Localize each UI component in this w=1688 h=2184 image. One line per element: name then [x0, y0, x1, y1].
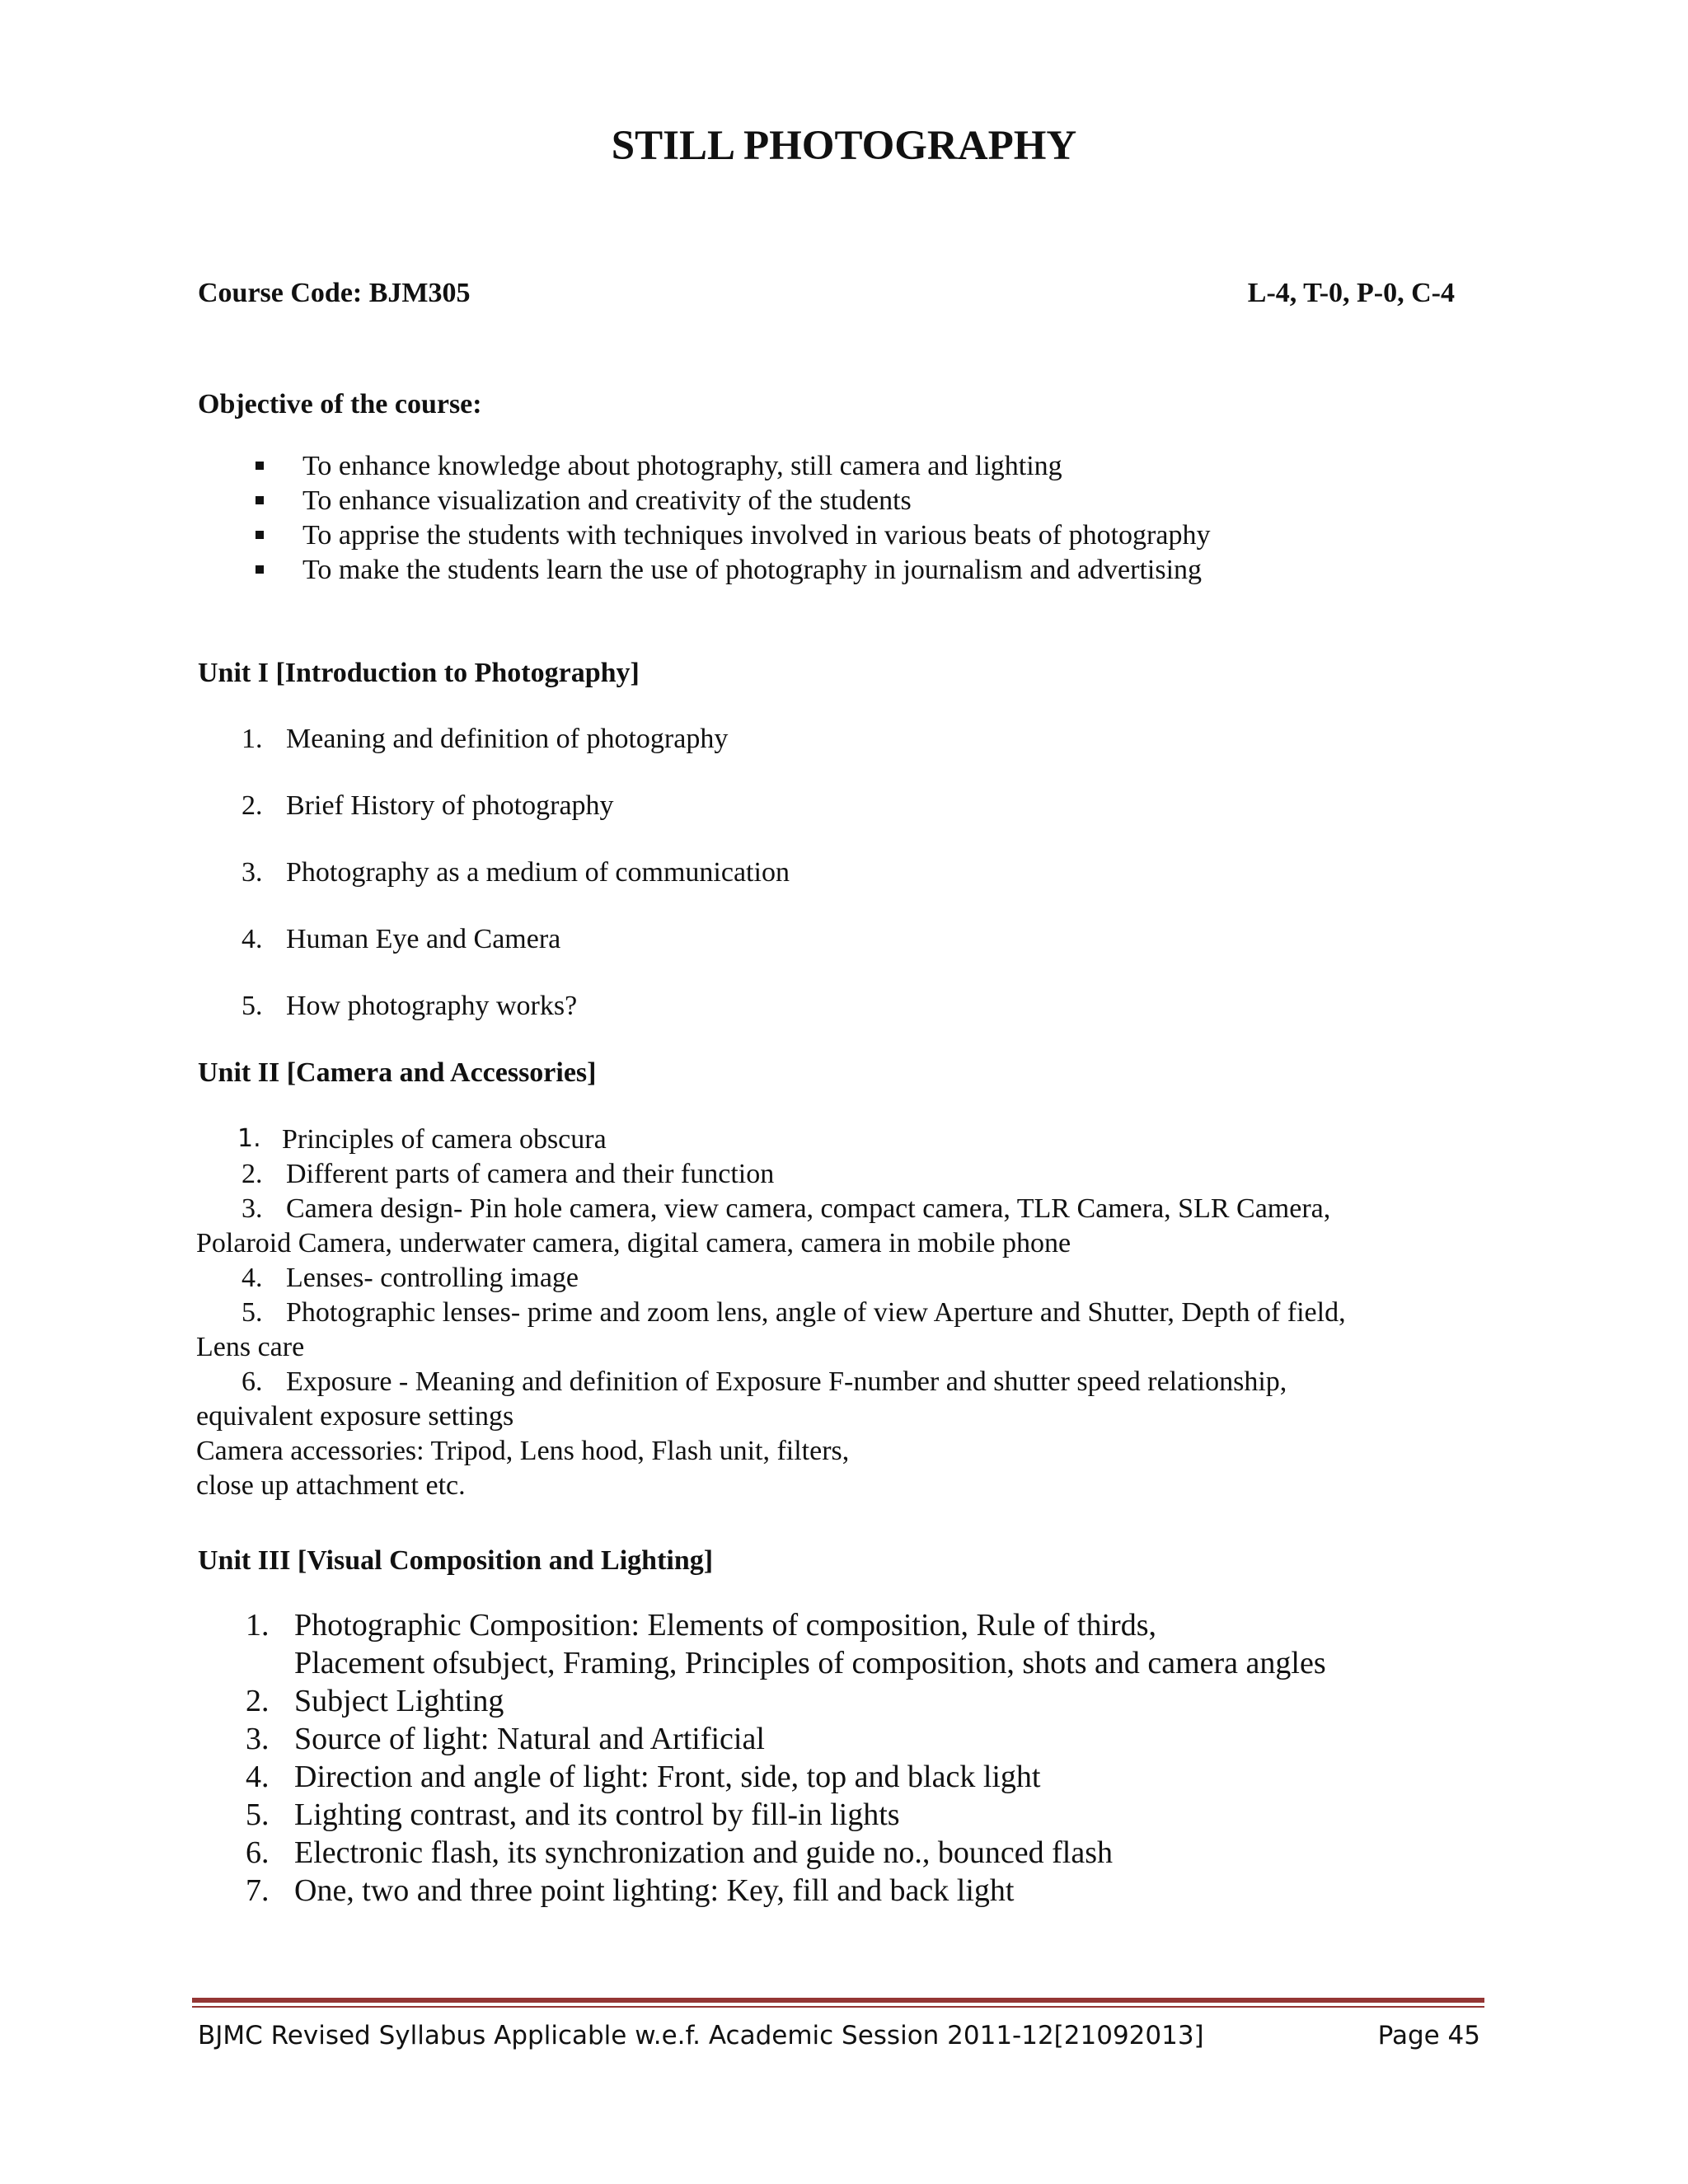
unit3-item-number: 5.: [246, 1797, 270, 1832]
objective-item: To make the students learn the use of photography in journalism and advertising: [302, 555, 1203, 585]
unit2-item-number: 5.: [241, 1297, 263, 1328]
unit2-item-continuation: equivalent exposure settings: [196, 1401, 514, 1432]
unit1-item: Meaning and definition of photography: [286, 724, 729, 754]
objective-heading: Objective of the course:: [198, 389, 482, 419]
footer-text: BJMC Revised Syllabus Applicable w.e.f. Academic Session 2011-12[21092013]: [198, 2021, 1204, 2050]
bullet-icon: [256, 496, 264, 504]
unit1-item-number: 2.: [241, 790, 263, 821]
course-code: Course Code: BJM305: [198, 278, 471, 308]
unit2-item: Photographic lenses- prime and zoom lens, angle of view Aperture and Shutter, Depth of field,: [286, 1297, 1346, 1328]
unit1-item-number: 3.: [241, 857, 263, 888]
objective-item: To apprise the students with techniques involved in various beats of photography: [302, 520, 1211, 551]
unit1-item-number: 1.: [241, 724, 263, 754]
unit1-heading: Unit I [Introduction to Photography]: [198, 658, 640, 688]
unit1-item-number: 4.: [241, 924, 263, 954]
bullet-icon: [256, 531, 264, 539]
unit2-item-number: 4.: [241, 1263, 263, 1293]
unit3-item-number: 1.: [246, 1608, 270, 1643]
footer-rule-thin: [192, 2006, 1484, 2008]
unit3-item: Subject Lighting: [294, 1684, 504, 1718]
unit3-item: Source of light: Natural and Artificial: [294, 1722, 765, 1756]
unit3-item-continuation: Placement ofsubject, Framing, Principles of composition, shots and camera angles: [294, 1646, 1326, 1680]
unit3-heading: Unit III [Visual Composition and Lighting]: [198, 1545, 714, 1576]
unit3-item-number: 6.: [246, 1835, 270, 1870]
unit2-item-number: 1.: [237, 1124, 261, 1153]
unit1-item: How photography works?: [286, 991, 578, 1021]
bullet-icon: [256, 565, 264, 574]
camera-accessories-line: close up attachment etc.: [196, 1470, 466, 1501]
unit1-item: Brief History of photography: [286, 790, 614, 821]
unit3-item: Lighting contrast, and its control by fill-in lights: [294, 1797, 900, 1832]
unit2-item: Different parts of camera and their function: [286, 1159, 775, 1189]
unit3-item-number: 4.: [246, 1760, 270, 1794]
unit3-item-number: 3.: [246, 1722, 270, 1756]
unit1-item: Photography as a medium of communication: [286, 857, 790, 888]
unit2-heading: Unit II [Camera and Accessories]: [198, 1057, 597, 1088]
unit3-item-number: 2.: [246, 1684, 270, 1718]
camera-accessories-line: Camera accessories: Tripod, Lens hood, Flash unit, filters,: [196, 1436, 850, 1466]
footer-rule: [192, 1998, 1484, 2003]
unit2-item-continuation: Lens care: [196, 1332, 305, 1362]
course-credits: L-4, T-0, P-0, C-4: [1247, 278, 1455, 308]
unit2-item-continuation: Polaroid Camera, underwater camera, digital camera, camera in mobile phone: [196, 1228, 1071, 1258]
unit2-item: Lenses- controlling image: [286, 1263, 579, 1293]
unit1-item: Human Eye and Camera: [286, 924, 561, 954]
objective-item: To enhance visualization and creativity of the students: [302, 485, 912, 516]
unit3-item-number: 7.: [246, 1873, 270, 1908]
bullet-icon: [256, 462, 264, 470]
unit3-item: Direction and angle of light: Front, side, top and black light: [294, 1760, 1041, 1794]
page-number: Page 45: [1377, 2021, 1480, 2050]
unit2-item: Exposure - Meaning and definition of Exposure F-number and shutter speed relationship,: [286, 1366, 1287, 1397]
unit3-item: One, two and three point lighting: Key, fill and back light: [294, 1873, 1015, 1908]
unit2-item-number: 3.: [241, 1193, 263, 1224]
unit2-item: Principles of camera obscura: [282, 1124, 607, 1155]
unit3-item: Photographic Composition: Elements of composition, Rule of thirds,: [294, 1608, 1156, 1643]
unit2-item: Camera design- Pin hole camera, view camera, compact camera, TLR Camera, SLR Camera,: [286, 1193, 1331, 1224]
unit1-item-number: 5.: [241, 991, 263, 1021]
page-title: STILL PHOTOGRAPHY: [611, 123, 1077, 169]
unit2-item-number: 2.: [241, 1159, 263, 1189]
unit2-item-number: 6.: [241, 1366, 263, 1397]
objective-item: To enhance knowledge about photography, still camera and lighting: [302, 451, 1062, 481]
unit3-item: Electronic flash, its synchronization and guide no., bounced flash: [294, 1835, 1114, 1870]
